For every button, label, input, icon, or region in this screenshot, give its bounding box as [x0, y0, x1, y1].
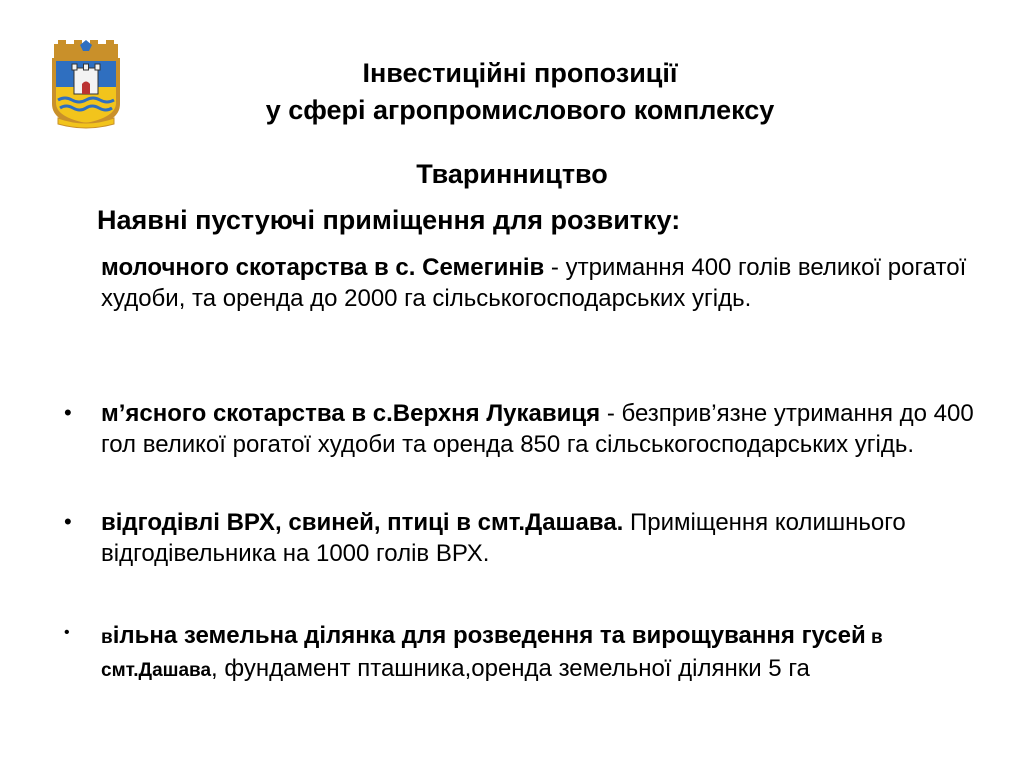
item-text: - утримання 400 голів великої рогатої худоби, та оренда до 2000 га сільськогосподарських угідь.: [101, 254, 967, 312]
item-bold-prefix: в: [101, 627, 113, 648]
coat-of-arms-icon: [44, 38, 128, 130]
list-item: [101, 398, 981, 460]
item-bold: м’ясного скотарства в с.Верхня Лукавиця: [101, 400, 601, 427]
title-line-2: у сфері агропромислового комплексу: [265, 95, 775, 125]
bullet-icon: •: [64, 509, 72, 534]
item-text: , фундамент пташника,оренда земельної ділянки 5 га: [211, 655, 810, 682]
list-item: [101, 252, 981, 314]
list-item: [101, 507, 981, 569]
item-text: - безприв’язне утримання до 400 гол великої рогатої худоби та оренда 850 га сільськогосподарських угідь.: [101, 400, 974, 458]
slide-title: [150, 55, 890, 129]
bullet-icon: •: [64, 624, 70, 641]
section-heading: Тваринництво: [416, 159, 608, 189]
item-bold-place: в смт.Дашава: [101, 627, 883, 681]
item-text: Приміщення колишнього відгодівельника на 1000 голів ВРХ.: [101, 509, 906, 567]
item-bold: відгодівлі ВРХ, свиней, птиці в смт.Дашава.: [101, 509, 624, 536]
item-bold: молочного скотарства в с. Семегинів: [101, 254, 545, 281]
bullet-icon: •: [64, 400, 72, 425]
list-item: [101, 620, 981, 686]
item-bold: ільна земельна ділянка для розведення та вирощування гусей: [112, 622, 866, 649]
title-line-1: Інвестиційні пропозиції: [362, 58, 678, 88]
subheading: Наявні пустуючі приміщення для розвитку:: [97, 205, 681, 235]
